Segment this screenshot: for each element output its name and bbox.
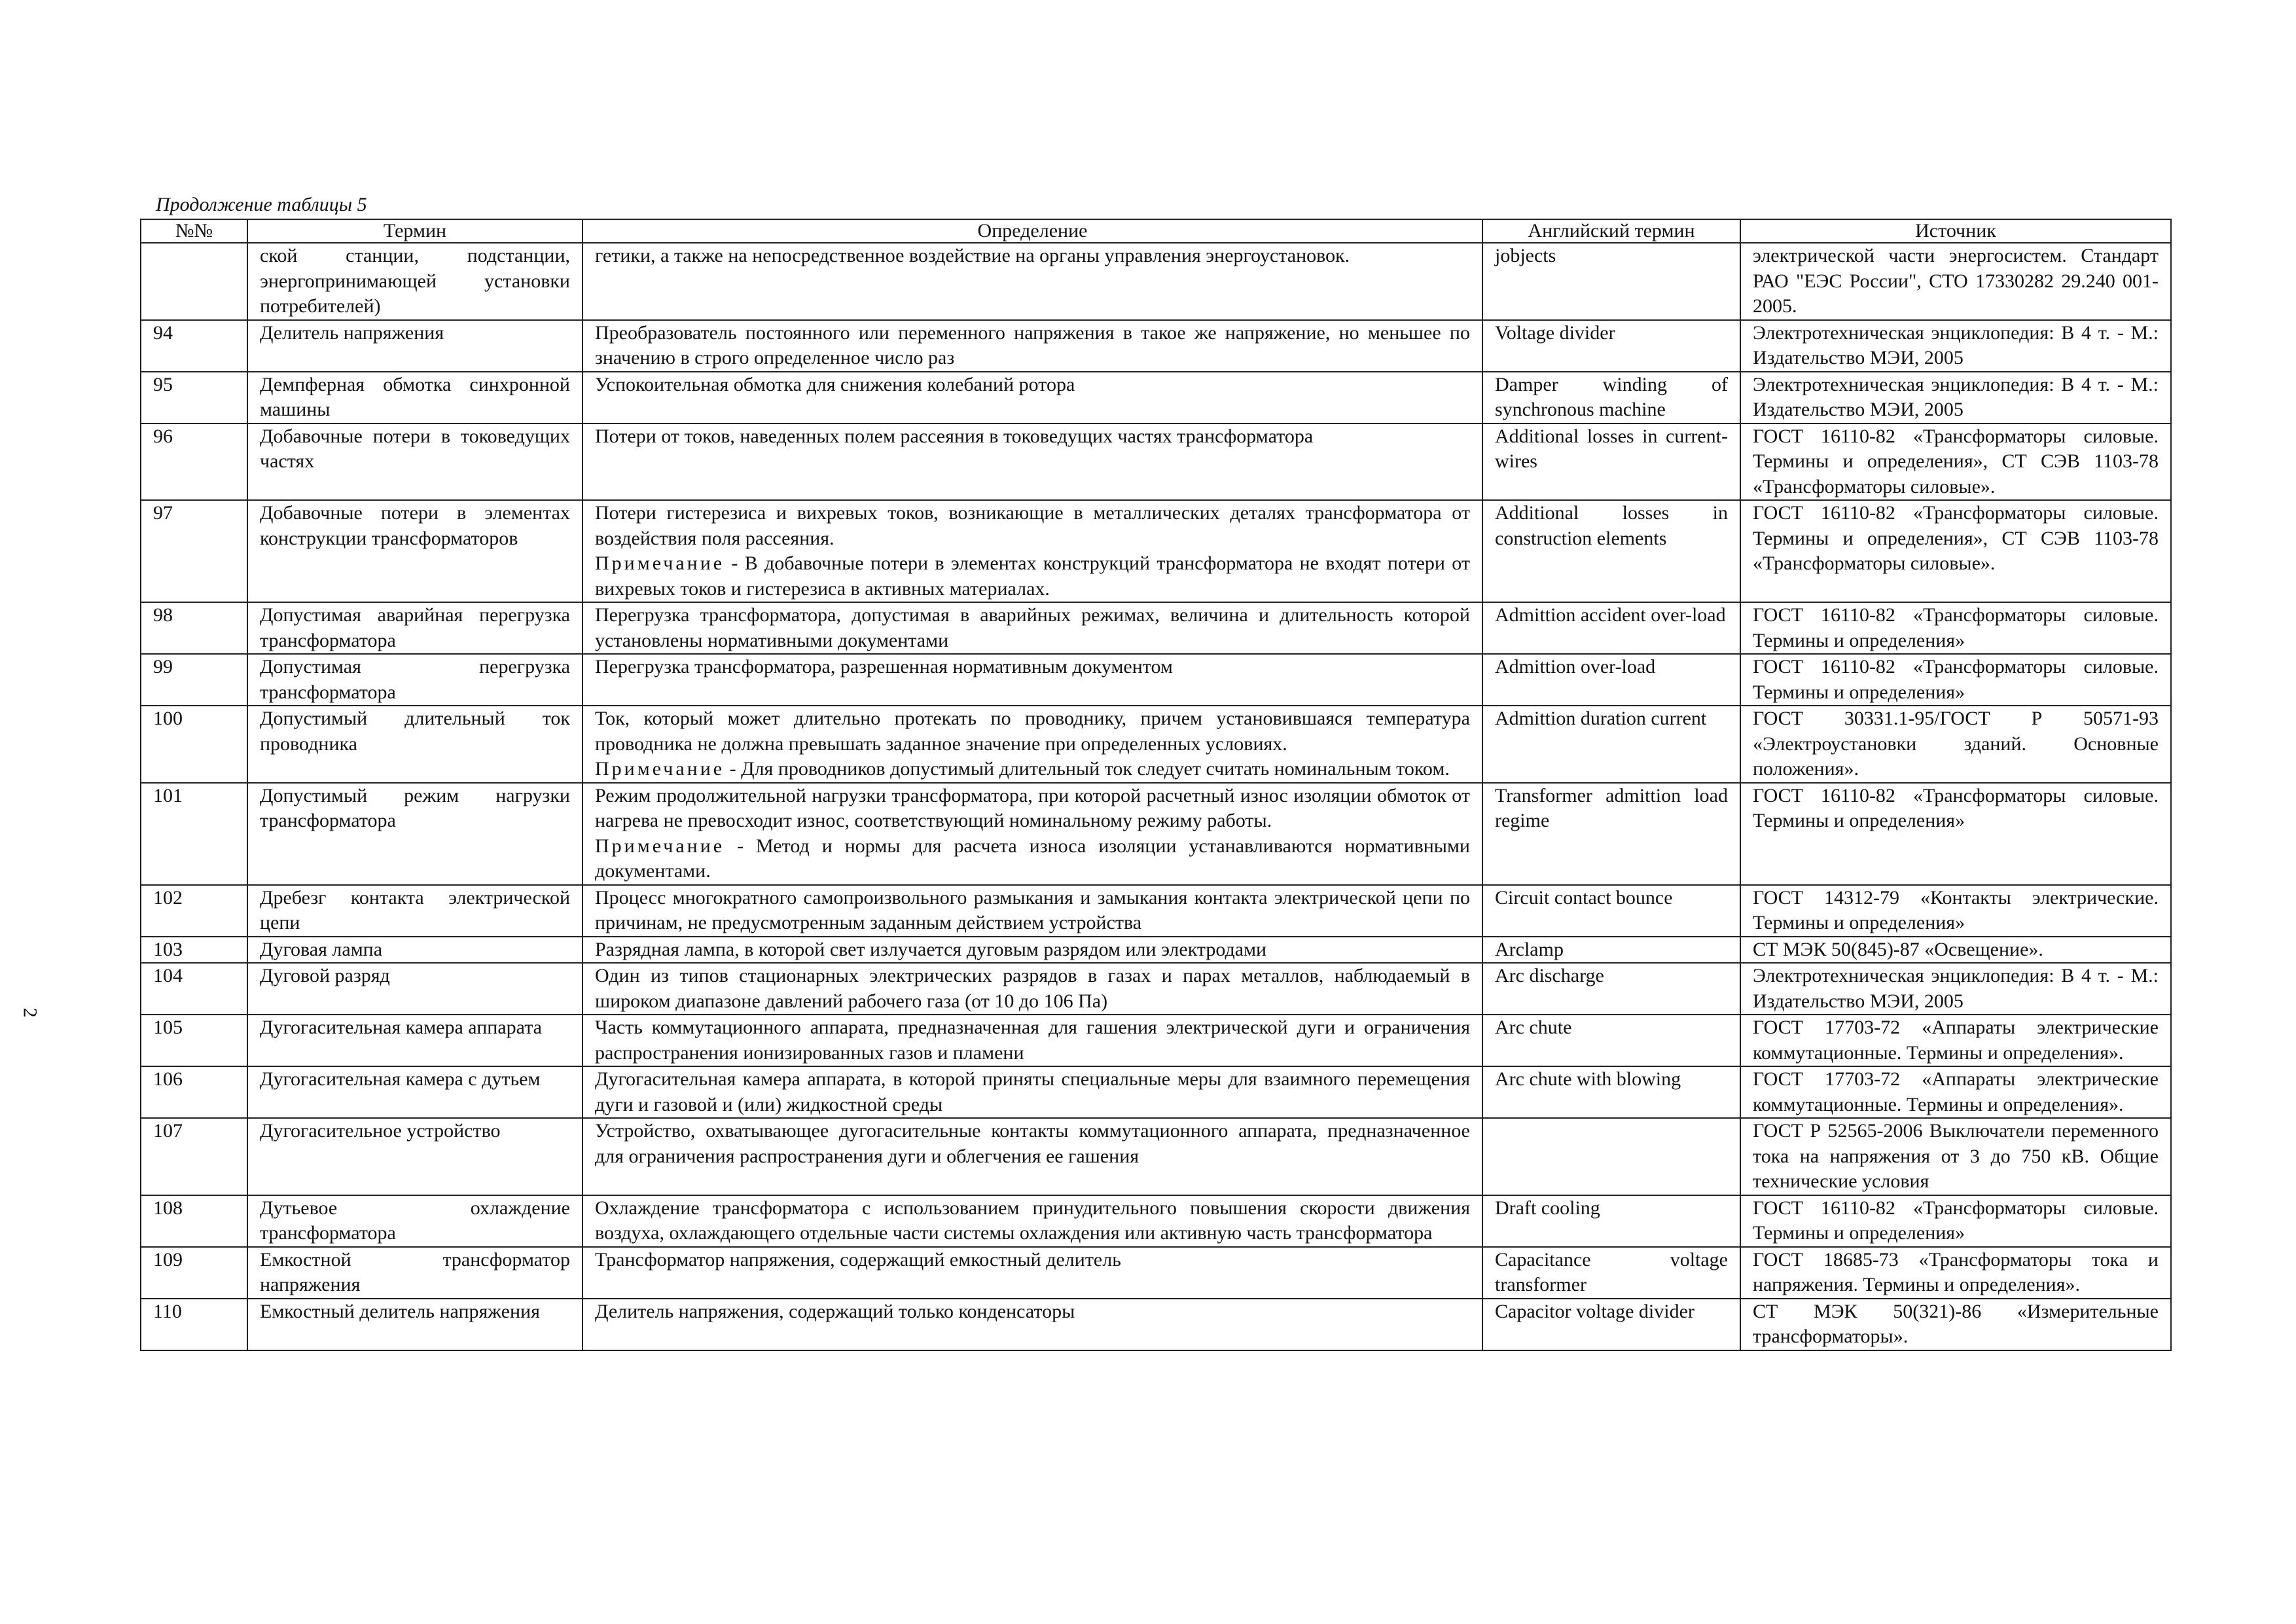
row-number: 110 [141,1299,247,1350]
row-number: 105 [141,1015,247,1066]
row-source: Электротехническая энциклопедия: В 4 т. - М.: Издательство МЭИ, 2005 [1740,372,2171,424]
header-number: №№ [141,219,247,243]
table-row [141,1299,2171,1350]
row-definition [583,1247,1482,1299]
table-caption: Продолжение таблицы 5 [156,194,367,215]
row-definition [583,1299,1482,1350]
definition-text: гетики, а также на непосредственное воздействие на органы управления энергоустановок. [595,245,1350,266]
definition-text: Охлаждение трансформатора с использованием принудительного повышения скорости движения воздуха, охлаждающего отдельные части системы охлаждения или активную часть трансформатора [595,1197,1470,1244]
row-number: 100 [141,706,247,783]
row-term: Добавочные потери в элементах конструкции трансформаторов [247,500,583,602]
definition-text: Потери от токов, наведенных полем рассеяния в токоведущих частях трансформатора [595,425,1314,447]
row-definition [583,1118,1482,1195]
row-term: Допустимая аварийная перегрузка трансформатора [247,602,583,654]
table-row [141,372,2171,424]
row-definition [583,706,1482,783]
definition-text: Перегрузка трансформатора, допустимая в аварийных режимах, величина и длительность которой установлены нормативными документами [595,604,1470,651]
row-term: Дутьевое охлаждение трансформатора [247,1195,583,1247]
row-term: Дуговой разряд [247,963,583,1015]
definition-note [595,757,1470,782]
definition-note [595,834,1470,884]
table-row [141,1118,2171,1195]
table-row [141,320,2171,372]
definition-text: Режим продолжительной нагрузки трансформатора, при которой расчетный износ изоляции обмоток от нагрева не превосходит износ, соответствующий номинальному режиму работы. [595,784,1470,831]
row-number: 97 [141,500,247,602]
row-source: ГОСТ 18685-73 «Трансформаторы тока и напряжения. Термины и определения». [1740,1247,2171,1299]
table-row [141,500,2171,602]
row-english-term: Voltage divider [1482,320,1740,372]
row-source: СТ МЭК 50(321)-86 «Измерительные трансформаторы». [1740,1299,2171,1350]
row-definition [583,1015,1482,1066]
definition-text: Перегрузка трансформатора, разрешенная нормативным документом [595,656,1173,677]
definition-text: Успокоительная обмотка для снижения колебаний ротора [595,373,1075,395]
row-source: ГОСТ 16110-82 «Трансформаторы силовые. Термины и определения» [1740,783,2171,885]
row-term: Допустимая перегрузка трансформатора [247,654,583,706]
table-row [141,783,2171,885]
definition-text: Трансформатор напряжения, содержащий емкостный делитель [595,1248,1121,1271]
table-row [141,706,2171,783]
row-term: Дугогасительная камера с дутьем [247,1066,583,1118]
definition-text: Разрядная лампа, в которой свет излучается дуговым разрядом или электродами [595,938,1267,960]
definition-text: Процесс многократного самопроизвольного размыкания и замыкания контакта электрической цепи по причинам, не предусмотренным заданным действием устройства [595,886,1470,933]
note-text: - Для проводников допустимый длительный ток следует считать номинальным током. [725,758,1450,780]
row-source: ГОСТ 16110-82 «Трансформаторы силовые. Термины и определения» [1740,1195,2171,1247]
row-english-term: Admittion duration current [1482,706,1740,783]
row-number: 98 [141,602,247,654]
row-source: Электротехническая энциклопедия: В 4 т. - М.: Издательство МЭИ, 2005 [1740,320,2171,372]
definition-text: Потери гистерезиса и вихревых токов, возникающие в металлических деталях трансформатора от воздействия поля рассеяния. [595,502,1470,549]
table-row [141,424,2171,501]
table-row [141,1015,2171,1066]
row-term: Дугогасительное устройство [247,1118,583,1195]
note-text: - Метод и нормы для расчета износа изоляции устанавливаются нормативными документами. [595,835,1470,882]
header-english-term: Английский термин [1482,219,1740,243]
row-definition [583,963,1482,1015]
definition-text: Делитель напряжения, содержащий только конденсаторы [595,1300,1075,1322]
table-header-row [141,219,2171,243]
definition-text: Один из типов стационарных электрических разрядов в газах и парах металлов, наблюдаемый в широком диапазоне давлений рабочего газа (от 10 до 106 Па) [595,965,1470,1012]
note-text: - В добавочные потери в элементах конструкций трансформатора не входят потери от вихревых токов и гистерезиса в активных материалах. [595,552,1470,600]
row-term: Дребезг контакта электрической цепи [247,885,583,937]
definition-text: Дугогасительная камера аппарата, в которой приняты специальные меры для взаимного перемещения дуги и газовой и (или) жидкостной среды [595,1068,1470,1115]
row-number: 102 [141,885,247,937]
header-term: Термин [247,219,583,243]
row-definition [583,320,1482,372]
row-definition [583,783,1482,885]
row-number: 95 [141,372,247,424]
row-english-term: Arc discharge [1482,963,1740,1015]
row-term: Дугогасительная камера аппарата [247,1015,583,1066]
row-term: Делитель напряжения [247,320,583,372]
definition-note [595,551,1470,602]
row-number: 109 [141,1247,247,1299]
definition-text: Часть коммутационного аппарата, предназначенная для гашения электрической дуги и ограничения распространения ионизированных газов и пламени [595,1017,1470,1064]
row-source: ГОСТ 16110-82 «Трансформаторы силовые. Термины и определения» [1740,654,2171,706]
row-term: Допустимый режим нагрузки трансформатора [247,783,583,885]
row-definition [583,243,1482,320]
terms-table [140,219,2172,1351]
row-source: Электротехническая энциклопедия: В 4 т. - М.: Издательство МЭИ, 2005 [1740,963,2171,1015]
row-number: 99 [141,654,247,706]
table-row [141,1066,2171,1118]
row-definition [583,372,1482,424]
note-label: Примечание [595,758,725,780]
row-source: ГОСТ 30331.1-95/ГОСТ Р 50571-93 «Электроустановки зданий. Основные положения». [1740,706,2171,783]
row-english-term: Draft cooling [1482,1195,1740,1247]
table-row [141,885,2171,937]
row-term: Демпферная обмотка синхронной машины [247,372,583,424]
row-source: ГОСТ 17703-72 «Аппараты электрические коммутационные. Термины и определения». [1740,1066,2171,1118]
table-row [141,1247,2171,1299]
row-english-term: Additional losses in current-wires [1482,424,1740,501]
row-definition [583,500,1482,602]
row-english-term: Admittion over-load [1482,654,1740,706]
row-number [141,243,247,320]
row-term: Емкостный делитель напряжения [247,1299,583,1350]
row-term: Дуговая лампа [247,937,583,964]
row-english-term: Arclamp [1482,937,1740,964]
row-number: 101 [141,783,247,885]
row-definition [583,1066,1482,1118]
note-label: Примечание [595,835,725,857]
row-definition [583,424,1482,501]
row-definition [583,654,1482,706]
row-number: 96 [141,424,247,501]
row-english-term: Transformer admittion load regime [1482,783,1740,885]
table-row [141,937,2171,964]
page-number: 2 [19,1007,41,1018]
row-source: ГОСТ 17703-72 «Аппараты электрические коммутационные. Термины и определения». [1740,1015,2171,1066]
row-source: СТ МЭК 50(845)-87 «Освещение». [1740,937,2171,964]
row-term: Допустимый длительный ток проводника [247,706,583,783]
row-number: 104 [141,963,247,1015]
row-source: ГОСТ Р 52565-2006 Выключатели переменного тока на напряжения от 3 до 750 кВ. Общие технические условия [1740,1118,2171,1195]
definition-text: Преобразователь постоянного или переменного напряжения в такое же напряжение, но меньшее по значению в строго определенное число раз [595,321,1470,369]
row-english-term: Capacitance voltage transformer [1482,1247,1740,1299]
row-english-term: Capacitor voltage divider [1482,1299,1740,1350]
row-english-term: Damper winding of synchronous machine [1482,372,1740,424]
row-source: электрической части энергосистем. Стандарт РАО "ЕЭС России", СТО 17330282 29.240 001-2005. [1740,243,2171,320]
table-row [141,602,2171,654]
row-number: 103 [141,937,247,964]
table-row [141,654,2171,706]
row-definition [583,602,1482,654]
row-english-term: Arc chute [1482,1015,1740,1066]
row-term: Добавочные потери в токоведущих частях [247,424,583,501]
row-english-term: Arc chute with blowing [1482,1066,1740,1118]
row-english-term: Admittion accident over-load [1482,602,1740,654]
row-english-term: Circuit contact bounce [1482,885,1740,937]
row-english-term: jobjects [1482,243,1740,320]
row-source: ГОСТ 16110-82 «Трансформаторы силовые. Термины и определения», СТ СЭВ 1103-78 «Трансформаторы силовые». [1740,500,2171,602]
row-number: 106 [141,1066,247,1118]
row-source: ГОСТ 14312-79 «Контакты электрические. Термины и определения» [1740,885,2171,937]
row-number: 108 [141,1195,247,1247]
row-source: ГОСТ 16110-82 «Трансформаторы силовые. Термины и определения» [1740,602,2171,654]
header-definition: Определение [583,219,1482,243]
row-term: ской станции, подстанции, энергопринимающей установки потребителей) [247,243,583,320]
row-definition [583,1195,1482,1247]
row-term: Емкостной трансформатор напряжения [247,1247,583,1299]
row-english-term [1482,1118,1740,1195]
row-definition [583,937,1482,964]
definition-text: Устройство, охватывающее дугогасительные контакты коммутационного аппарата, предназначенное для ограничения распространения дуги и облегчения ее гашения [595,1120,1470,1167]
table-row [141,243,2171,320]
header-source: Источник [1740,219,2171,243]
table-row [141,963,2171,1015]
row-english-term: Additional losses in construction elements [1482,500,1740,602]
row-number: 94 [141,320,247,372]
row-definition [583,885,1482,937]
definition-text: Ток, который может длительно протекать по проводнику, причем установившаяся температура проводника не должна превышать заданное значение при определенных условиях. [595,708,1470,755]
note-label: Примечание [595,552,725,574]
row-number: 107 [141,1118,247,1195]
table-row [141,1195,2171,1247]
row-source: ГОСТ 16110-82 «Трансформаторы силовые. Термины и определения», СТ СЭВ 1103-78 «Трансформаторы силовые». [1740,424,2171,501]
